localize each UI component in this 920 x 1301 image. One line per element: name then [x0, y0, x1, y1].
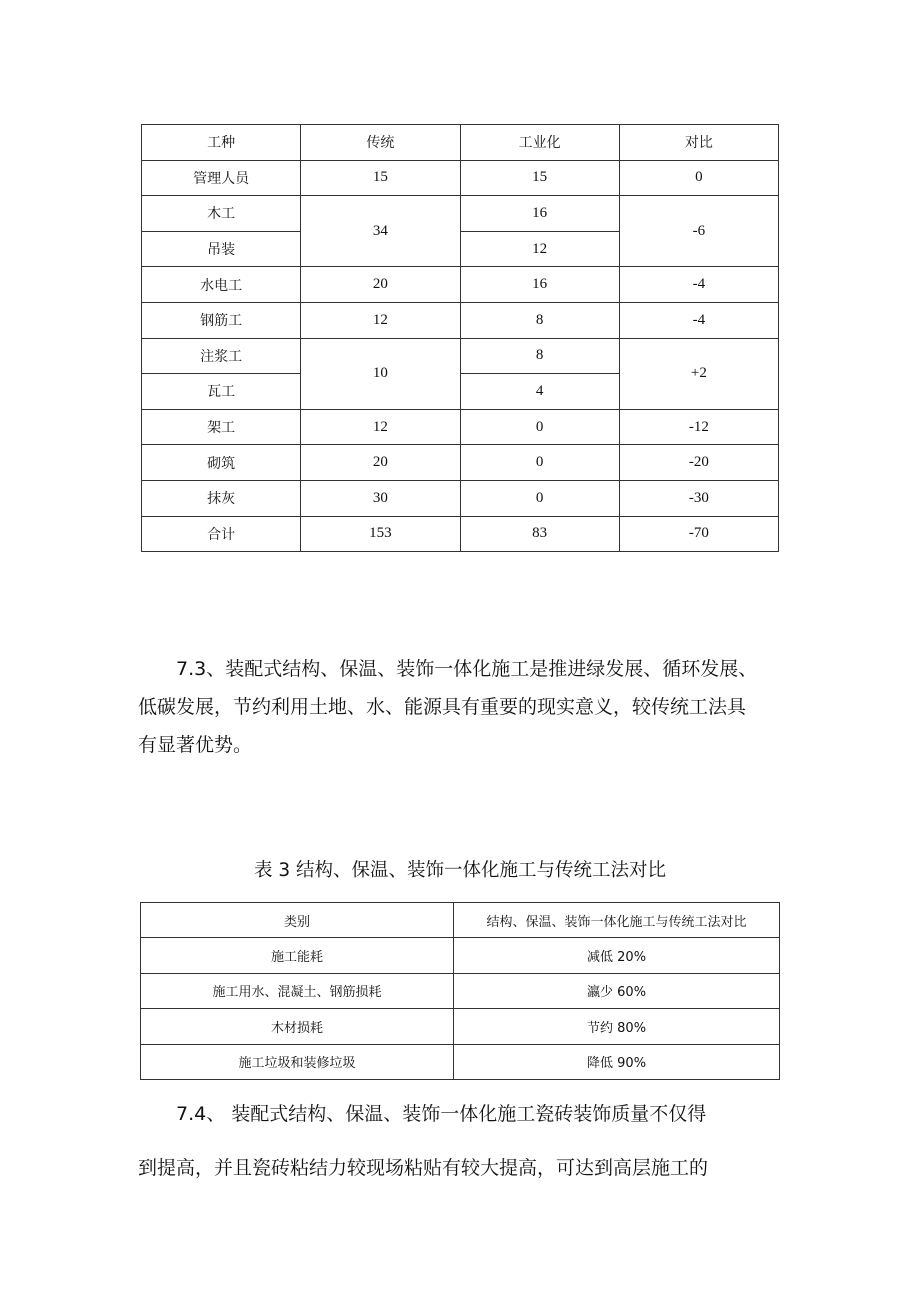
cell: 施工用水、混凝土、钢筋损耗 — [141, 973, 454, 1008]
header-cell: 工业化 — [460, 125, 619, 161]
cell: 12 — [460, 231, 619, 267]
cell: 12 — [301, 409, 460, 445]
cell: 吊装 — [142, 231, 301, 267]
cell: 钢筋工 — [142, 302, 301, 338]
table-row — [142, 302, 779, 338]
cell: 15 — [301, 160, 460, 196]
table-total-row — [142, 516, 779, 552]
cell: 架工 — [142, 409, 301, 445]
cell: -70 — [619, 516, 778, 552]
header-cell: 结构、保温、装饰一体化施工与传统工法对比 — [454, 903, 780, 938]
cell: 节约 80% — [454, 1009, 780, 1044]
cell: 施工垃圾和装修垃圾 — [141, 1044, 454, 1079]
paragraph-line: 7.3、装配式结构、保温、装饰一体化施工是推进绿发展、循环发展、 — [176, 658, 758, 680]
cell: 34 — [301, 196, 460, 267]
cell: 0 — [460, 445, 619, 481]
cell: 153 — [301, 516, 460, 552]
cell: -12 — [619, 409, 778, 445]
cell: -20 — [619, 445, 778, 481]
cell: 8 — [460, 302, 619, 338]
header-cell: 传统 — [301, 125, 460, 161]
cell: 4 — [460, 374, 619, 410]
cell: 减低 20% — [454, 938, 780, 973]
header-cell: 对比 — [619, 125, 778, 161]
cell: 10 — [301, 338, 460, 409]
table-header-row — [142, 125, 779, 161]
paragraph-7-4 — [138, 1095, 798, 1187]
cell: 施工能耗 — [141, 938, 454, 973]
cell: 抹灰 — [142, 480, 301, 516]
paragraph-line: 7.4、 装配式结构、保温、装饰一体化施工瓷砖装饰质量不仅得 — [176, 1103, 707, 1125]
cell: +2 — [619, 338, 778, 409]
table-row — [142, 267, 779, 303]
cell: 水电工 — [142, 267, 301, 303]
table-row — [141, 1044, 780, 1079]
cell: 砌筑 — [142, 445, 301, 481]
cell: 0 — [619, 160, 778, 196]
paragraph-line: 低碳发展，节约利用土地、水、能源具有重要的现实意义，较传统工法具 — [138, 696, 747, 718]
cell: 木材损耗 — [141, 1009, 454, 1044]
header-cell: 工种 — [142, 125, 301, 161]
cell: 12 — [301, 302, 460, 338]
cell: 16 — [460, 267, 619, 303]
cell: 20 — [301, 267, 460, 303]
table-row — [142, 338, 779, 374]
cell: 瀛少 60% — [454, 973, 780, 1008]
cell: 15 — [460, 160, 619, 196]
cell: 0 — [460, 480, 619, 516]
table-row — [142, 445, 779, 481]
table-row — [141, 1009, 780, 1044]
cell: -4 — [619, 267, 778, 303]
cell: 8 — [460, 338, 619, 374]
header-cell: 类别 — [141, 903, 454, 938]
cell: 83 — [460, 516, 619, 552]
cell: 瓦工 — [142, 374, 301, 410]
cell: 16 — [460, 196, 619, 232]
cell: 木工 — [142, 196, 301, 232]
table-header-row — [141, 903, 780, 938]
cell: -6 — [619, 196, 778, 267]
cell: 降低 90% — [454, 1044, 780, 1079]
paragraph-7-3 — [138, 650, 798, 764]
cell: 合计 — [142, 516, 301, 552]
cell: 30 — [301, 480, 460, 516]
table-row — [141, 938, 780, 973]
cell: 20 — [301, 445, 460, 481]
cell: 管理人员 — [142, 160, 301, 196]
cell: -30 — [619, 480, 778, 516]
cell: 注浆工 — [142, 338, 301, 374]
cell: -4 — [619, 302, 778, 338]
table-row — [142, 196, 779, 232]
table-row — [142, 160, 779, 196]
table-row — [142, 409, 779, 445]
integrated-construction-table — [140, 902, 780, 1080]
paragraph-line: 有显著优势。 — [138, 734, 253, 756]
table-row — [141, 973, 780, 1008]
paragraph-line: 到提高，并且瓷砖粘结力较现场粘贴有较大提高，可达到高层施工的 — [138, 1157, 709, 1179]
table-row — [142, 480, 779, 516]
table-caption: 表 3 结构、保温、装饰一体化施工与传统工法对比 — [253, 860, 667, 881]
labor-comparison-table — [141, 124, 779, 552]
cell: 0 — [460, 409, 619, 445]
